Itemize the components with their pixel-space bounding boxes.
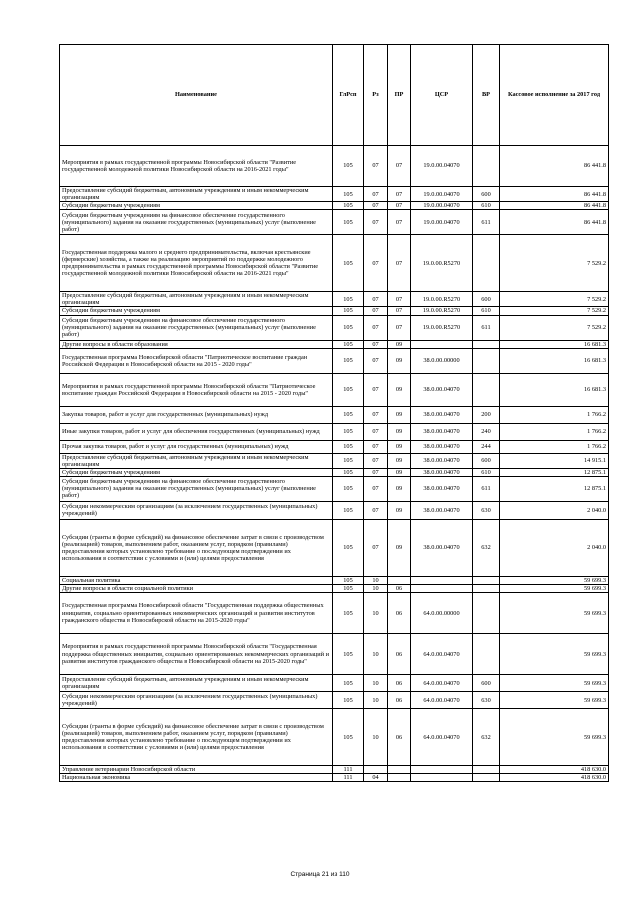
cell-pr: 07 <box>388 292 411 307</box>
cell-pr: 09 <box>388 453 411 468</box>
cell-pr: 09 <box>388 476 411 501</box>
cell-rz: 10 <box>364 593 388 634</box>
cell-name: Предоставление субсидий бюджетным, автономным учреждениям и иным некоммерческим организациям <box>60 187 333 202</box>
cell-grbs: 105 <box>333 315 364 340</box>
cell-amount: 16 681.3 <box>500 348 609 373</box>
cell-amount: 1 766.2 <box>500 423 609 440</box>
cell-grbs: 105 <box>333 476 364 501</box>
cell-rz: 04 <box>364 774 388 782</box>
cell-csr: 19.0.00.04070 <box>411 146 473 187</box>
cell-csr <box>411 576 473 584</box>
table-row <box>60 348 609 373</box>
table-row <box>60 692 609 709</box>
table-row <box>60 146 609 187</box>
cell-vr <box>473 634 500 675</box>
cell-grbs: 105 <box>333 423 364 440</box>
cell-pr: 07 <box>388 146 411 187</box>
table-row <box>60 766 609 774</box>
table-row <box>60 187 609 202</box>
table-row <box>60 307 609 315</box>
cell-rz: 07 <box>364 307 388 315</box>
cell-name: Другие вопросы в области социальной политики <box>60 585 333 593</box>
cell-amount: 14 915.1 <box>500 453 609 468</box>
header-grbs: ГлРсп <box>333 45 364 146</box>
cell-csr <box>411 340 473 348</box>
cell-vr: 600 <box>473 453 500 468</box>
table-row <box>60 468 609 476</box>
cell-pr: 09 <box>388 423 411 440</box>
cell-grbs: 105 <box>333 210 364 235</box>
cell-pr: 09 <box>388 468 411 476</box>
cell-pr: 09 <box>388 501 411 519</box>
cell-grbs: 105 <box>333 292 364 307</box>
cell-pr: 06 <box>388 634 411 675</box>
cell-name: Предоставление субсидий бюджетным, автономным учреждениям и иным некоммерческим организациям <box>60 675 333 692</box>
cell-csr: 19.0.00.04070 <box>411 210 473 235</box>
cell-pr: 07 <box>388 202 411 210</box>
cell-name: Закупка товаров, работ и услуг для государственных (муниципальных) нужд <box>60 406 333 423</box>
cell-grbs: 105 <box>333 373 364 406</box>
cell-rz: 10 <box>364 709 388 766</box>
cell-pr <box>388 774 411 782</box>
cell-csr <box>411 774 473 782</box>
cell-name: Субсидии некоммерческим организациям (за исключением государственных (муниципальных) учреждений) <box>60 692 333 709</box>
cell-amount: 59 699.3 <box>500 709 609 766</box>
cell-name: Субсидии бюджетным учреждениям на финансовое обеспечение государственного (муниципального) задания на оказание государственных (муниципальных) услуг (выполнение работ) <box>60 210 333 235</box>
table-row <box>60 406 609 423</box>
cell-vr <box>473 585 500 593</box>
cell-csr: 38.0.00.04070 <box>411 501 473 519</box>
cell-pr: 07 <box>388 307 411 315</box>
cell-name: Субсидии (гранты в форме субсидий) на финансовое обеспечение затрат в связи с производством (реализацией) товаров, выполнением работ, оказанием услуг, порядком (правилами) предоставления которых установлено требование о последующем подтверждении их использования в соответствии с условиями и (или) целями предоставления <box>60 709 333 766</box>
cell-rz: 07 <box>364 373 388 406</box>
table-row <box>60 675 609 692</box>
cell-grbs: 105 <box>333 187 364 202</box>
cell-csr: 38.0.00.04070 <box>411 423 473 440</box>
cell-csr: 38.0.00.04070 <box>411 468 473 476</box>
cell-grbs: 111 <box>333 766 364 774</box>
table-row <box>60 202 609 210</box>
cell-vr <box>473 766 500 774</box>
cell-rz: 07 <box>364 476 388 501</box>
cell-vr: 600 <box>473 675 500 692</box>
cell-vr: 611 <box>473 315 500 340</box>
cell-csr: 38.0.00.04070 <box>411 519 473 576</box>
cell-vr: 610 <box>473 307 500 315</box>
cell-csr: 38.0.00.04070 <box>411 406 473 423</box>
table-row <box>60 519 609 576</box>
cell-csr: 64.0.00.04070 <box>411 709 473 766</box>
cell-pr: 06 <box>388 692 411 709</box>
cell-rz: 07 <box>364 348 388 373</box>
cell-amount: 59 699.3 <box>500 593 609 634</box>
cell-pr: 07 <box>388 235 411 292</box>
cell-amount: 2 040.0 <box>500 519 609 576</box>
cell-vr <box>473 348 500 373</box>
cell-csr: 64.0.00.04070 <box>411 692 473 709</box>
cell-rz: 07 <box>364 146 388 187</box>
cell-vr: 610 <box>473 202 500 210</box>
cell-rz: 07 <box>364 315 388 340</box>
cell-name: Социальная политика <box>60 576 333 584</box>
cell-rz: 07 <box>364 440 388 453</box>
table-row <box>60 373 609 406</box>
cell-amount: 16 681.3 <box>500 373 609 406</box>
cell-rz: 10 <box>364 675 388 692</box>
cell-pr: 06 <box>388 593 411 634</box>
cell-grbs: 105 <box>333 675 364 692</box>
header-amount: Кассовое исполнение за 2017 год <box>500 45 609 146</box>
cell-rz: 07 <box>364 340 388 348</box>
cell-rz: 07 <box>364 292 388 307</box>
header-rz: Рз <box>364 45 388 146</box>
cell-vr: 632 <box>473 709 500 766</box>
cell-vr <box>473 146 500 187</box>
cell-vr: 200 <box>473 406 500 423</box>
cell-rz: 07 <box>364 519 388 576</box>
cell-grbs: 105 <box>333 146 364 187</box>
cell-amount: 59 699.3 <box>500 576 609 584</box>
cell-name: Другие вопросы в области образования <box>60 340 333 348</box>
cell-amount: 418 630.0 <box>500 766 609 774</box>
cell-pr: 07 <box>388 315 411 340</box>
cell-grbs: 105 <box>333 585 364 593</box>
cell-csr: 38.0.00.04070 <box>411 373 473 406</box>
cell-name: Мероприятия в рамках государственной программы Новосибирской области "Государственная поддержка общественных инициатив, социально ориентированных некоммерческих организаций и развития институтов гражданского общества в Новосибирской области на 2015-2020 годы" <box>60 634 333 675</box>
cell-amount: 59 699.3 <box>500 634 609 675</box>
table-row <box>60 292 609 307</box>
cell-name: Субсидии некоммерческим организациям (за исключением государственных (муниципальных) учреждений) <box>60 501 333 519</box>
cell-amount: 1 766.2 <box>500 406 609 423</box>
cell-grbs: 105 <box>333 348 364 373</box>
cell-vr: 630 <box>473 692 500 709</box>
cell-grbs: 105 <box>333 709 364 766</box>
table-row <box>60 501 609 519</box>
cell-grbs: 105 <box>333 468 364 476</box>
header-pr: ПР <box>388 45 411 146</box>
cell-csr: 64.0.00.00000 <box>411 593 473 634</box>
table-row <box>60 634 609 675</box>
cell-grbs: 105 <box>333 576 364 584</box>
cell-vr: 611 <box>473 210 500 235</box>
cell-amount: 86 441.8 <box>500 187 609 202</box>
cell-vr: 610 <box>473 468 500 476</box>
budget-execution-table <box>59 44 609 782</box>
table-row <box>60 210 609 235</box>
cell-grbs: 105 <box>333 692 364 709</box>
cell-rz: 10 <box>364 634 388 675</box>
cell-name: Субсидии бюджетным учреждениям на финансовое обеспечение государственного (муниципального) задания на оказание государственных (муниципальных) услуг (выполнение работ) <box>60 476 333 501</box>
cell-amount: 7 529.2 <box>500 315 609 340</box>
cell-amount: 7 529.2 <box>500 235 609 292</box>
cell-rz: 07 <box>364 406 388 423</box>
cell-pr: 09 <box>388 348 411 373</box>
cell-pr <box>388 766 411 774</box>
cell-pr: 09 <box>388 519 411 576</box>
cell-vr <box>473 576 500 584</box>
cell-amount: 59 699.3 <box>500 585 609 593</box>
cell-vr <box>473 235 500 292</box>
cell-amount: 12 875.1 <box>500 468 609 476</box>
cell-name: Государственная программа Новосибирской области "Патриотическое воспитание граждан Российской Федерации в Новосибирской области на 2015 - 2020 годы" <box>60 348 333 373</box>
cell-vr: 240 <box>473 423 500 440</box>
cell-grbs: 105 <box>333 340 364 348</box>
cell-vr: 600 <box>473 187 500 202</box>
cell-rz: 07 <box>364 468 388 476</box>
cell-name: Прочая закупка товаров, работ и услуг для государственных (муниципальных) нужд <box>60 440 333 453</box>
cell-rz: 07 <box>364 501 388 519</box>
table-row <box>60 593 609 634</box>
cell-name: Предоставление субсидий бюджетным, автономным учреждениям и иным некоммерческим организациям <box>60 292 333 307</box>
cell-vr: 630 <box>473 501 500 519</box>
cell-name: Управление ветеринарии Новосибирской области <box>60 766 333 774</box>
cell-rz: 07 <box>364 210 388 235</box>
table-row <box>60 585 609 593</box>
cell-pr: 06 <box>388 585 411 593</box>
table-row <box>60 476 609 501</box>
cell-vr: 611 <box>473 476 500 501</box>
cell-amount: 59 699.3 <box>500 675 609 692</box>
cell-amount: 86 441.8 <box>500 146 609 187</box>
cell-pr: 09 <box>388 340 411 348</box>
cell-csr: 19.0.00.R5270 <box>411 307 473 315</box>
cell-vr <box>473 593 500 634</box>
header-vr: ВР <box>473 45 500 146</box>
cell-vr: 244 <box>473 440 500 453</box>
cell-pr: 09 <box>388 440 411 453</box>
cell-pr: 09 <box>388 373 411 406</box>
cell-pr: 07 <box>388 210 411 235</box>
cell-name: Мероприятия в рамках государственной программы Новосибирской области "Развитие государственной молодежной политики Новосибирской области на 2016-2021 годы" <box>60 146 333 187</box>
cell-grbs: 105 <box>333 202 364 210</box>
cell-name: Государственная поддержка малого и среднего предпринимательства, включая крестьянские (фермерские) хозяйства, а также на реализацию мероприятий по поддержке молодежного предпринимательства в рамках государственной программы Новосибирской области "Развитие государственной молодежной политики Новосибирской области на 2016-2021 годы" <box>60 235 333 292</box>
cell-rz: 07 <box>364 453 388 468</box>
cell-amount: 16 681.3 <box>500 340 609 348</box>
cell-name: Субсидии бюджетным учреждениям <box>60 307 333 315</box>
cell-vr: 632 <box>473 519 500 576</box>
table-row <box>60 235 609 292</box>
cell-name: Субсидии бюджетным учреждениям на финансовое обеспечение государственного (муниципального) задания на оказание государственных (муниципальных) услуг (выполнение работ) <box>60 315 333 340</box>
cell-grbs: 111 <box>333 774 364 782</box>
table-row <box>60 340 609 348</box>
cell-pr: 06 <box>388 675 411 692</box>
cell-rz: 07 <box>364 423 388 440</box>
table-row <box>60 315 609 340</box>
cell-vr <box>473 774 500 782</box>
cell-amount: 86 441.8 <box>500 210 609 235</box>
cell-csr <box>411 585 473 593</box>
table-row <box>60 709 609 766</box>
cell-pr: 09 <box>388 406 411 423</box>
cell-name: Субсидии (гранты в форме субсидий) на финансовое обеспечение затрат в связи с производством (реализацией) товаров, выполнением работ, оказанием услуг, порядком (правилами) предоставления которых установлено требование о последующем подтверждении их использования в соответствии с условиями и (или) целями предоставления <box>60 519 333 576</box>
cell-grbs: 105 <box>333 406 364 423</box>
cell-amount: 418 630.0 <box>500 774 609 782</box>
table-row <box>60 423 609 440</box>
cell-name: Субсидии бюджетным учреждениям <box>60 202 333 210</box>
cell-csr: 19.0.00.R5270 <box>411 235 473 292</box>
cell-pr: 06 <box>388 709 411 766</box>
cell-grbs: 105 <box>333 519 364 576</box>
table-header-row <box>60 45 609 146</box>
cell-rz: 10 <box>364 692 388 709</box>
header-name: Наименование <box>60 45 333 146</box>
cell-amount: 1 766.2 <box>500 440 609 453</box>
cell-name: Субсидии бюджетным учреждениям <box>60 468 333 476</box>
cell-rz: 07 <box>364 202 388 210</box>
cell-rz: 10 <box>364 576 388 584</box>
table-body <box>60 146 609 782</box>
cell-vr: 600 <box>473 292 500 307</box>
cell-amount: 7 529.2 <box>500 292 609 307</box>
cell-amount: 7 529.2 <box>500 307 609 315</box>
cell-grbs: 105 <box>333 634 364 675</box>
cell-csr: 19.0.00.R5270 <box>411 292 473 307</box>
cell-csr <box>411 766 473 774</box>
cell-grbs: 105 <box>333 307 364 315</box>
cell-csr: 38.0.00.00000 <box>411 348 473 373</box>
cell-name: Мероприятия в рамках государственной программы Новосибирской области "Патриотическое воспитание граждан Российской Федерации в Новосибирской области на 2015 - 2020 годы" <box>60 373 333 406</box>
cell-csr: 38.0.00.04070 <box>411 440 473 453</box>
table-row <box>60 774 609 782</box>
table-row <box>60 453 609 468</box>
cell-grbs: 105 <box>333 453 364 468</box>
cell-name: Национальная экономика <box>60 774 333 782</box>
cell-rz: 10 <box>364 585 388 593</box>
cell-name: Государственная программа Новосибирской области "Государственная поддержка общественных инициатив, социально ориентированных некоммерческих организаций и развития институтов гражданского общества в Новосибирской области на 2015-2020 годы" <box>60 593 333 634</box>
header-csr: ЦСР <box>411 45 473 146</box>
cell-csr: 64.0.00.04070 <box>411 634 473 675</box>
cell-amount: 59 699.3 <box>500 692 609 709</box>
cell-amount: 2 040.0 <box>500 501 609 519</box>
cell-vr <box>473 373 500 406</box>
cell-amount: 86 441.8 <box>500 202 609 210</box>
cell-vr <box>473 340 500 348</box>
cell-rz <box>364 766 388 774</box>
cell-grbs: 105 <box>333 440 364 453</box>
cell-rz: 07 <box>364 187 388 202</box>
cell-pr: 07 <box>388 187 411 202</box>
cell-pr <box>388 576 411 584</box>
cell-rz: 07 <box>364 235 388 292</box>
cell-grbs: 105 <box>333 235 364 292</box>
cell-name: Иные закупки товаров, работ и услуг для обеспечения государственных (муниципальных) нужд <box>60 423 333 440</box>
cell-csr: 19.0.00.04070 <box>411 187 473 202</box>
cell-csr: 38.0.00.04070 <box>411 476 473 501</box>
cell-csr: 19.0.00.R5270 <box>411 315 473 340</box>
cell-amount: 12 875.1 <box>500 476 609 501</box>
page-number: Страница 21 из 110 <box>290 871 350 878</box>
cell-name: Предоставление субсидий бюджетным, автономным учреждениям и иным некоммерческим организациям <box>60 453 333 468</box>
cell-csr: 19.0.00.04070 <box>411 202 473 210</box>
cell-grbs: 105 <box>333 501 364 519</box>
table-row <box>60 576 609 584</box>
table-row <box>60 440 609 453</box>
cell-csr: 38.0.00.04070 <box>411 453 473 468</box>
cell-grbs: 105 <box>333 593 364 634</box>
cell-csr: 64.0.00.04070 <box>411 675 473 692</box>
